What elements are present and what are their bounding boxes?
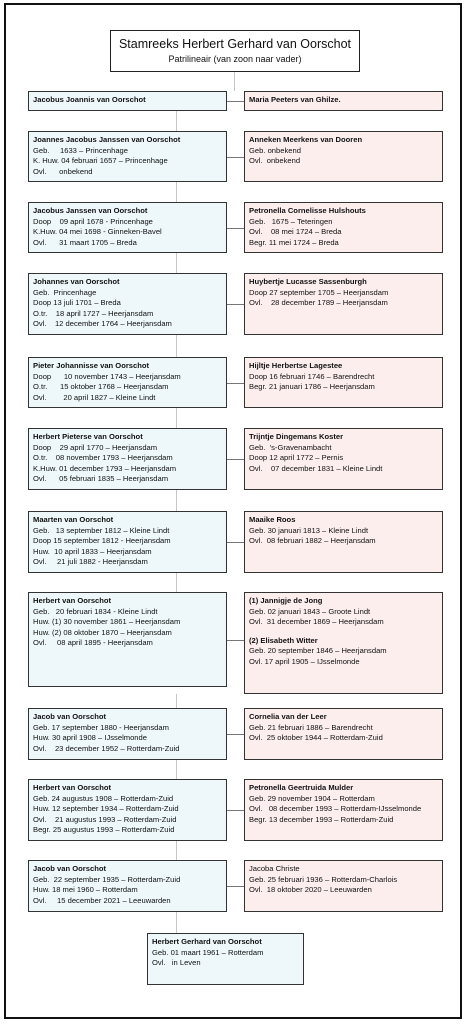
descent-connector [176,760,177,779]
person-detail: Ovl. 21 augustus 1993 – Rotterdam-Zuid [33,814,177,824]
person-detail: Doop 27 september 1705 – Heerjansdam [249,287,389,297]
person-detail: Ovl. onbekend [33,166,93,176]
person-name: Petronella Geertruida Mulder [249,783,354,792]
person-detail: Doop 12 april 1772 – Pernis [249,453,344,462]
male-ancestor-box [28,592,227,687]
person-detail: O.tr. 18 april 1727 – Heerjansdam [33,308,154,318]
person-detail: K.Huw. 04 mei 1698 - Ginneken-Bavel [33,227,162,236]
person-detail: Geb. 20 september 1846 – Heerjansdam [249,646,387,655]
person-detail: Ovl. 20 april 1827 – Kleine Lindt [33,392,156,402]
person-detail: Huw. (1) 30 november 1861 – Heerjansdam [33,617,181,626]
person-name: Jacob van Oorschot [33,864,107,873]
person-name: Maaike Roos [249,515,296,524]
person-name: Herbert van Oorschot [33,596,112,605]
male-ancestor-box [28,91,227,111]
male-ancestor-box [28,131,227,182]
female-ancestor-box [244,592,443,694]
person-name: Jacoba Christe [249,864,300,873]
person-detail: Ovl. onbekend [249,156,301,165]
person-detail: Geb. 25 februari 1936 – Rotterdam-Charlois [249,874,398,884]
person-detail: Ovl. 08 april 1895 - Heerjansdam [33,638,153,647]
title-box [110,30,360,72]
female-ancestor-box [244,91,443,111]
person-name: Pieter Johannisse van Oorschot [33,361,150,370]
male-ancestor-box [28,202,227,253]
person-detail: Huw. 18 mei 1960 – Rotterdam [33,885,138,894]
male-ancestor-box [28,273,227,335]
descent-connector [176,490,177,511]
person-detail: Ovl. 15 december 2021 – Leeuwarden [33,895,171,905]
marriage-connector [227,810,244,811]
person-detail: Doop 16 februari 1746 – Barendrecht [249,371,375,381]
female-ancestor-box [244,357,443,408]
person-name: Maarten van Oorschot [33,515,114,524]
descent-connector [176,694,177,708]
person-detail: Geb. 1675 – Teteringen [249,216,333,226]
person-detail: Ovl. 25 oktober 1944 – Rotterdam-Zuid [249,733,383,742]
descent-connector [176,841,177,860]
spacer [249,628,438,636]
person-name: Jacob van Oorschot [33,712,107,721]
person-name: Jacobus Janssen van Oorschot [33,206,148,215]
person-detail: Ovl. 07 december 1831 – Kleine Lindt [249,463,383,473]
person-name: Petronella Cornelisse Hulshouts [249,206,366,215]
female-ancestor-box [244,511,443,573]
descent-connector [234,72,235,91]
descent-connector [176,335,177,357]
person-detail: O.tr. 08 november 1793 – Heerjansdam [33,453,173,462]
marriage-connector [227,101,244,102]
female-ancestor-box [244,860,443,912]
marriage-connector [227,542,244,543]
person-detail: Doop 13 juli 1701 – Breda [33,298,121,307]
person-detail: Huw. (2) 08 oktober 1870 – Heerjansdam [33,627,172,637]
descent-connector [176,253,177,273]
male-ancestor-box [28,779,227,841]
person-name: Herbert van Oorschot [33,783,112,792]
person-detail: Ovl. 23 december 1952 – Rotterdam-Zuid [33,743,180,753]
person-name: Maria Peeters van Ghilze. [249,95,341,104]
person-detail: Geb. 22 september 1935 – Rotterdam-Zuid [33,874,181,884]
marriage-connector [227,383,244,384]
male-ancestor-box [28,357,227,408]
person-detail: Begr. 11 mei 1724 – Breda [249,237,339,247]
person-detail: K. Huw. 04 februari 1657 – Princenhage [33,156,168,165]
person-detail: Geb. 24 augustus 1908 – Rotterdam-Zuid [33,793,174,803]
person-name: Trijntje Dingemans Koster [249,432,344,441]
person-detail: Ovl. 28 december 1789 – Heerjansdam [249,298,388,307]
marriage-connector [227,459,244,460]
person-detail: Huw. 30 april 1908 – IJsselmonde [33,733,147,742]
person-detail: Begr. 25 augustus 1993 – Rotterdam-Zuid [33,825,175,834]
person-detail: Doop 09 april 1678 - Princenhage [33,216,153,226]
male-ancestor-box [28,860,227,912]
marriage-connector [227,886,244,887]
person-name: Johannes van Oorschot [33,277,120,286]
person-name: Herbert Pieterse van Oorschot [33,432,143,441]
female-ancestor-box [244,273,443,335]
person-detail: Geb. 29 november 1904 – Rotterdam [249,793,375,803]
person-detail: Ovl. 08 februari 1882 – Heerjansdam [249,536,376,545]
person-detail: Geb. 20 februari 1834 - Kleine Lindt [33,606,158,616]
person-detail: Ovl. 12 december 1764 – Heerjansdam [33,319,172,328]
person-detail: Geb. Princenhage [33,287,97,297]
female-ancestor-box [244,428,443,490]
person-detail: Geb. 02 januari 1843 – Groote Lindt [249,606,371,616]
person-detail: Begr. 21 januari 1786 – Heerjansdam [249,382,375,391]
person-detail: Geb. 1633 – Princenhage [33,145,128,155]
person-detail: Doop 15 september 1812 - Heerjansdam [33,536,171,545]
person-detail: Ovl. 05 februari 1835 – Heerjansdam [33,474,169,483]
descent-connector [176,912,177,933]
person-name: Huybertje Lucasse Sassenburgh [249,277,367,286]
female-ancestor-box [244,708,443,760]
person-detail: Ovl. 21 juli 1882 - Heerjansdam [33,557,148,566]
person-detail: Ovl. 18 oktober 2020 – Leeuwarden [249,885,372,894]
person-detail: Geb. 17 september 1880 - Heerjansdam [33,722,169,732]
person-name: Anneken Meerkens van Dooren [249,135,363,144]
person-detail: Geb. 21 februari 1886 – Barendrecht [249,722,373,732]
descent-connector [176,408,177,428]
person-detail: Ovl. 31 december 1869 – Heerjansdam [249,617,384,626]
marriage-connector [227,304,244,305]
person-detail: Geb. 30 januari 1813 – Kleine Lindt [249,525,369,535]
person-detail: Geb. 's-Gravenambacht [249,442,332,452]
female-ancestor-box [244,131,443,182]
person-name: Herbert Gerhard van Oorschot [152,937,262,946]
male-ancestor-box [28,428,227,490]
marriage-connector [227,734,244,735]
person-detail: O.tr. 15 oktober 1768 – Heerjansdam [33,382,169,391]
male-ancestor-box [28,511,227,573]
person-name: (2) Elisabeth Witter [249,635,318,645]
page-title: Stamreeks Herbert Gerhard van Oorschot [118,37,352,51]
person-detail: K.Huw. 01 december 1793 – Heerjansdam [33,463,177,473]
person-detail: Doop 10 november 1743 – Heerjansdam [33,371,181,381]
subject-person-box [147,933,304,985]
person-detail: Ovl. 17 april 1905 – IJsselmonde [249,656,360,666]
page-subtitle: Patrilineair (van zoon naar vader) [168,54,302,64]
person-detail: Geb. 01 maart 1961 – Rotterdam [152,947,264,957]
person-name: Cornelia van der Leer [249,712,327,721]
marriage-connector [227,157,244,158]
person-detail: Begr. 13 december 1993 – Rotterdam-Zuid [249,814,394,824]
marriage-connector [227,228,244,229]
person-name: Joannes Jacobus Janssen van Oorschot [33,135,181,144]
person-detail: Ovl. 31 maart 1705 – Breda [33,237,137,247]
person-detail: Geb. onbekend [249,145,301,155]
person-detail: Ovl. 08 mei 1724 – Breda [249,227,342,236]
person-name: (1) Jannigje de Jong [249,596,323,605]
female-ancestor-box [244,779,443,841]
marriage-connector [227,640,244,641]
person-name: Jacobus Joannis van Oorschot [33,95,146,104]
female-ancestor-box [244,202,443,253]
descent-connector [176,182,177,202]
person-detail: Ovl. in Leven [152,958,201,967]
person-detail: Ovl. 08 december 1993 – Rotterdam-IJsselmonde [249,804,422,813]
person-detail: Doop 29 april 1770 – Heerjansdam [33,442,158,452]
person-detail: Geb. 13 september 1812 – Kleine Lindt [33,525,170,535]
person-name: Hijltje Herbertse Lagestee [249,361,343,370]
descent-connector [176,573,177,592]
male-ancestor-box [28,708,227,760]
person-detail: Huw. 12 september 1934 – Rotterdam-Zuid [33,804,179,813]
descent-connector [176,111,177,131]
person-detail: Huw. 10 april 1833 – Heerjansdam [33,546,152,556]
